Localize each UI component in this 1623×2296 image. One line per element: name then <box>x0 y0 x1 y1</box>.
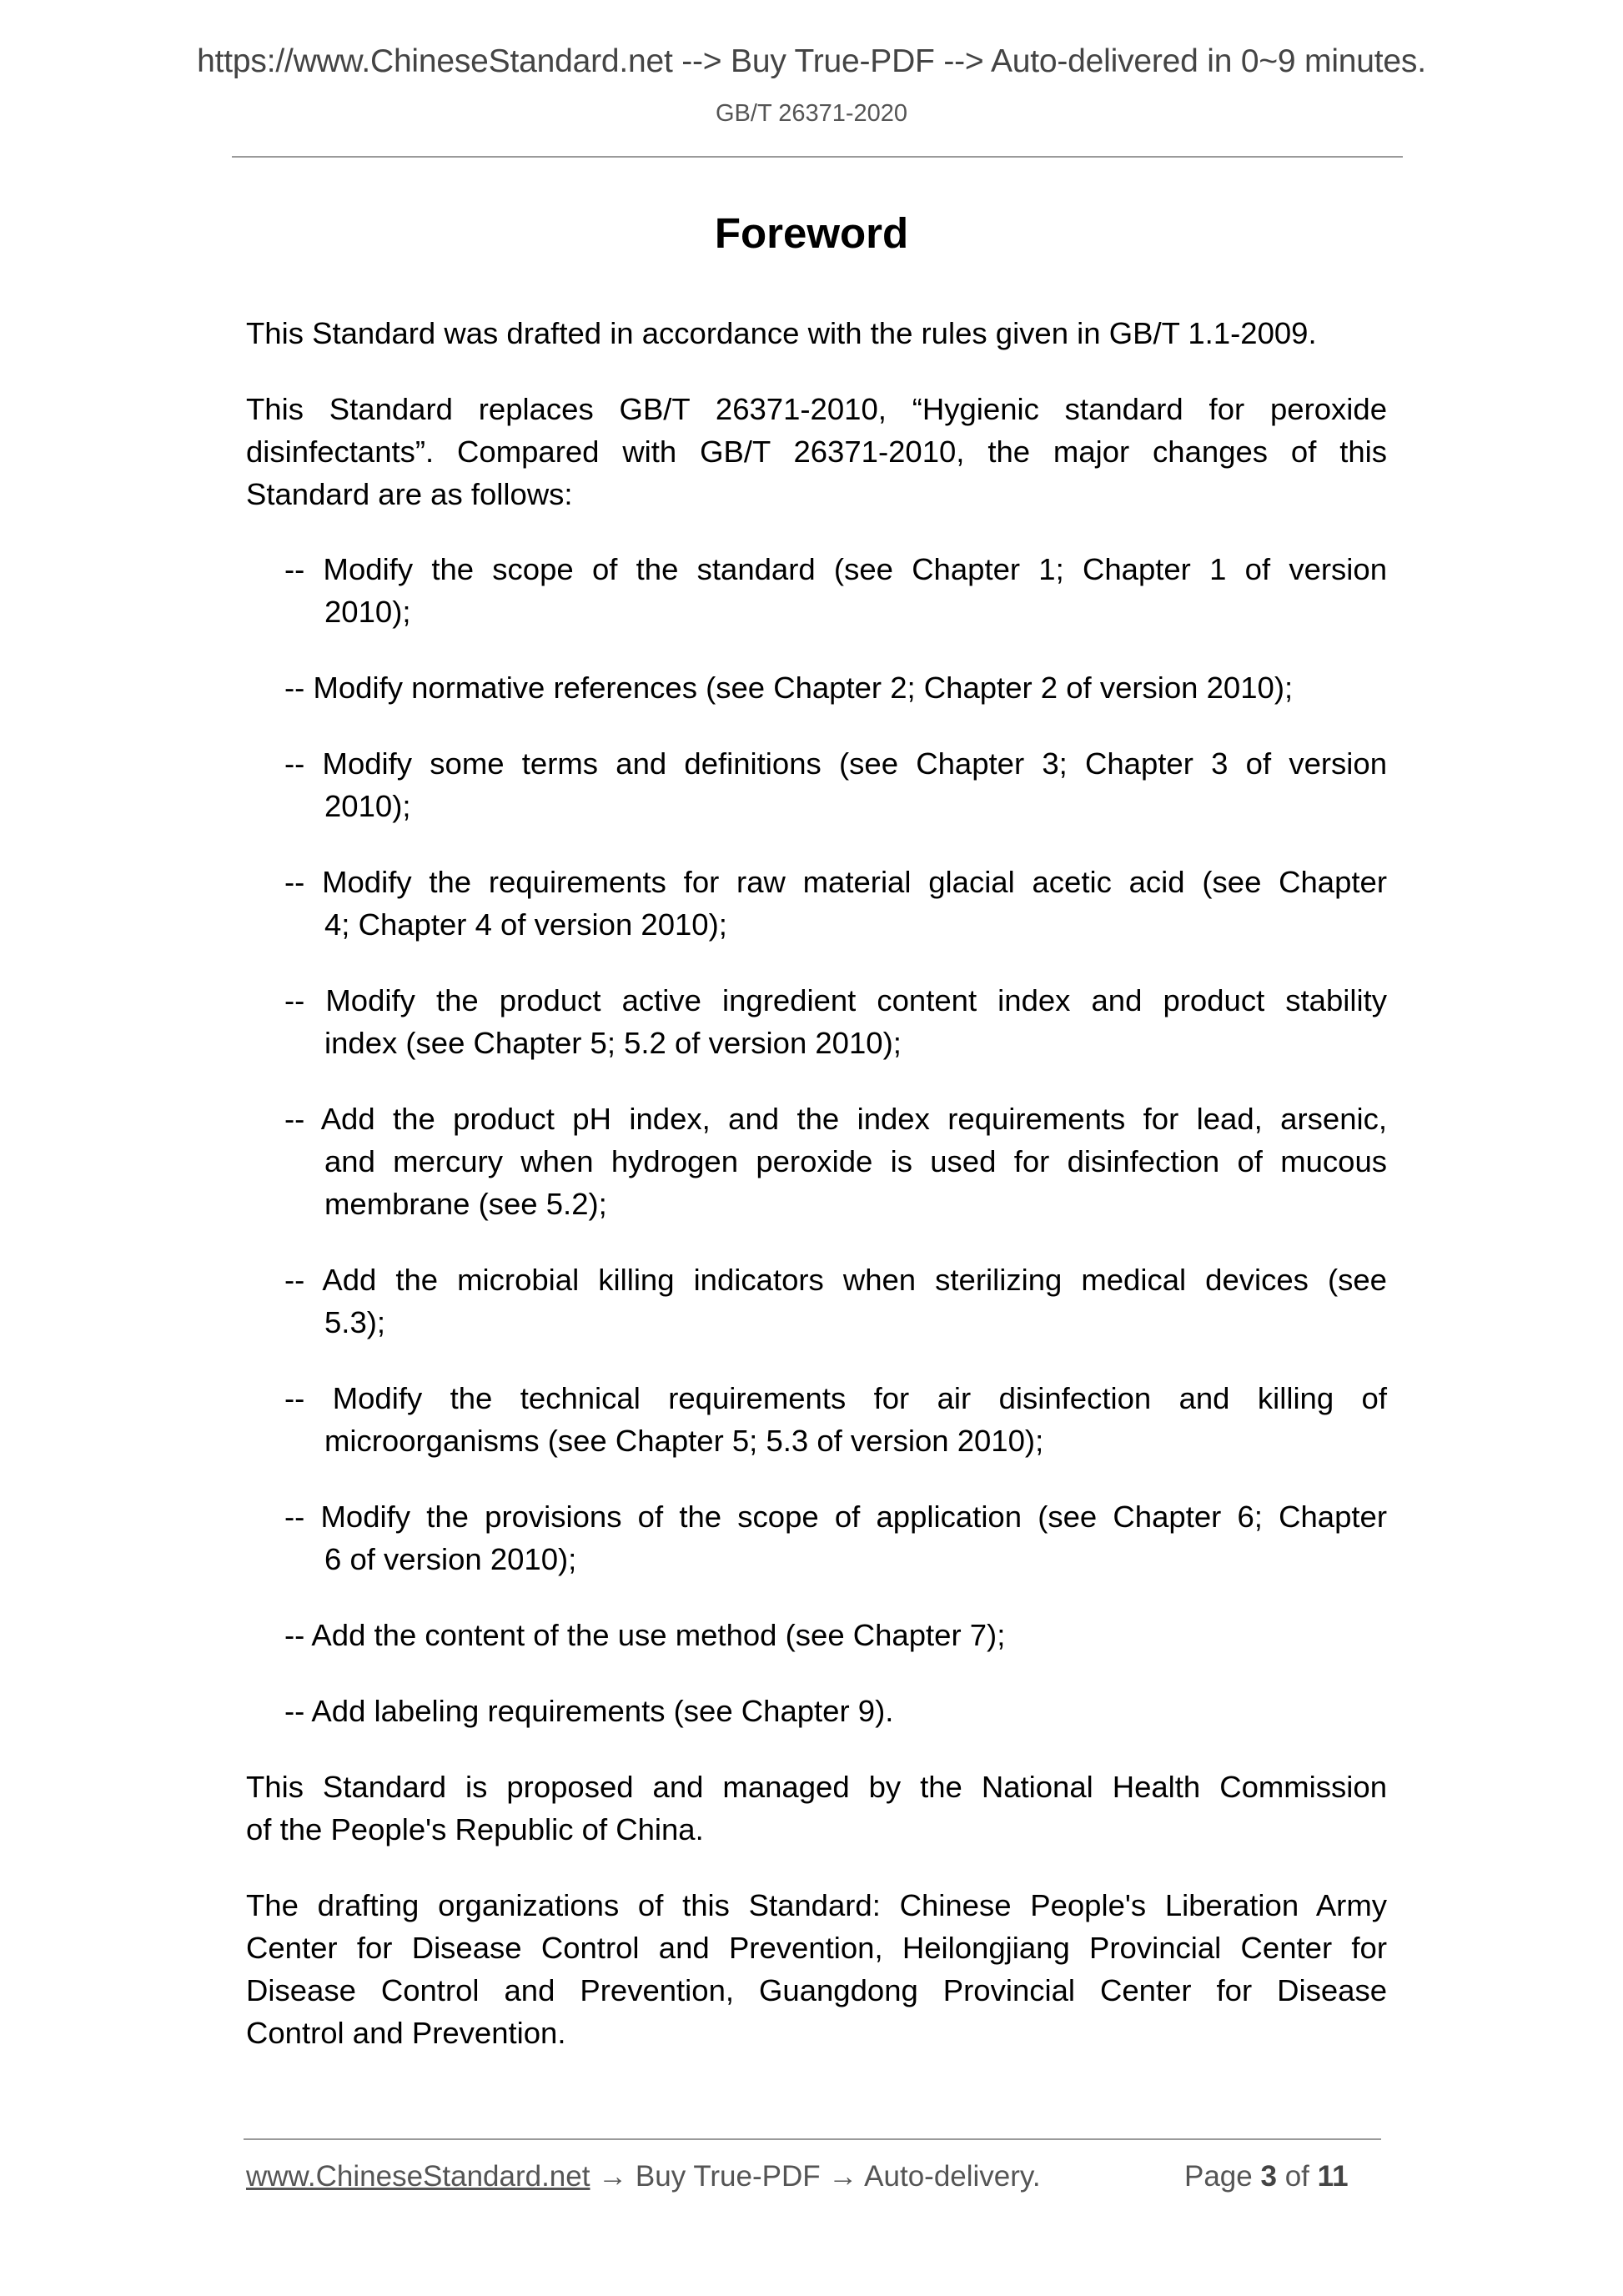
change-item: -- Modify the technical requirements for air disinfection and killing of <box>284 1381 1387 1415</box>
paragraph-4-line: Center for Disease Control and Prevention, Heilongjiang Provincial Center for <box>246 1931 1387 1965</box>
change-item-cont: microorganisms (see Chapter 5; 5.3 of version 2010); <box>324 1424 1044 1458</box>
page-title: Foreword <box>714 209 909 257</box>
footer-left <box>246 2160 1041 2193</box>
change-item-cont: membrane (see 5.2); <box>324 1187 607 1221</box>
paragraph-4-line: Control and Prevention. <box>246 2016 566 2050</box>
footer-site-link[interactable]: www.ChineseStandard.net <box>246 2160 590 2193</box>
header-divider <box>232 156 1403 158</box>
footer-divider <box>244 2138 1381 2140</box>
page-indicator <box>1184 2160 1349 2193</box>
change-item: -- Modify the scope of the standard (see Chapter 1; Chapter 1 of version <box>284 552 1387 586</box>
footer-tagline: → Buy True-PDF → Auto-delivery. <box>590 2160 1041 2193</box>
change-item: -- Modify the provisions of the scope of application (see Chapter 6; Chapter <box>284 1500 1387 1534</box>
change-item: -- Modify the product active ingredient content index and product stability <box>284 983 1387 1017</box>
header-url-banner: https://www.ChineseStandard.net --> Buy True-PDF --> Auto-delivered in 0~9 minutes. <box>197 43 1426 79</box>
paragraph-4-line: Disease Control and Prevention, Guangdong Provincial Center for Disease <box>246 1973 1387 2007</box>
paragraph-2-line: disinfectants”. Compared with GB/T 26371-2010, the major changes of this <box>246 435 1387 469</box>
change-item-cont: index (see Chapter 5; 5.2 of version 2010); <box>324 1026 902 1060</box>
page-total: 11 <box>1317 2160 1349 2193</box>
page-current: 3 <box>1260 2160 1277 2193</box>
change-item: -- Modify normative references (see Chapter 2; Chapter 2 of version 2010); <box>284 671 1294 705</box>
paragraph-1-line: This Standard was drafted in accordance with the rules given in GB/T 1.1-2009. <box>246 316 1317 350</box>
change-item-cont: 2010); <box>324 595 411 629</box>
change-item-cont: and mercury when hydrogen peroxide is used for disinfection of mucous <box>324 1144 1387 1178</box>
change-item-cont: 2010); <box>324 789 411 823</box>
paragraph-3-line: This Standard is proposed and managed by the National Health Commission <box>246 1770 1387 1804</box>
change-item: -- Modify some terms and definitions (see Chapter 3; Chapter 3 of version <box>284 746 1387 781</box>
change-item-cont: 5.3); <box>324 1305 386 1339</box>
paragraph-4-line: The drafting organizations of this Standard: Chinese People's Liberation Army <box>246 1888 1387 1922</box>
page-label: Page <box>1184 2160 1253 2193</box>
change-item-cont: 6 of version 2010); <box>324 1542 577 1576</box>
change-item: -- Add the product pH index, and the index requirements for lead, arsenic, <box>284 1102 1387 1136</box>
change-item: -- Add the content of the use method (see Chapter 7); <box>284 1618 1006 1652</box>
paragraph-2-line: Standard are as follows: <box>246 477 573 511</box>
paragraph-3-line: of the People's Republic of China. <box>246 1812 704 1846</box>
change-item: -- Add labeling requirements (see Chapter 9). <box>284 1694 894 1728</box>
standard-code: GB/T 26371-2020 <box>715 100 908 127</box>
change-item: -- Add the microbial killing indicators when sterilizing medical devices (see <box>284 1263 1387 1297</box>
change-item: -- Modify the requirements for raw material glacial acetic acid (see Chapter <box>284 865 1387 899</box>
of-label: of <box>1284 2160 1309 2193</box>
paragraph-2-line: This Standard replaces GB/T 26371-2010, “Hygienic standard for peroxide <box>246 392 1387 426</box>
change-item-cont: 4; Chapter 4 of version 2010); <box>324 907 727 942</box>
